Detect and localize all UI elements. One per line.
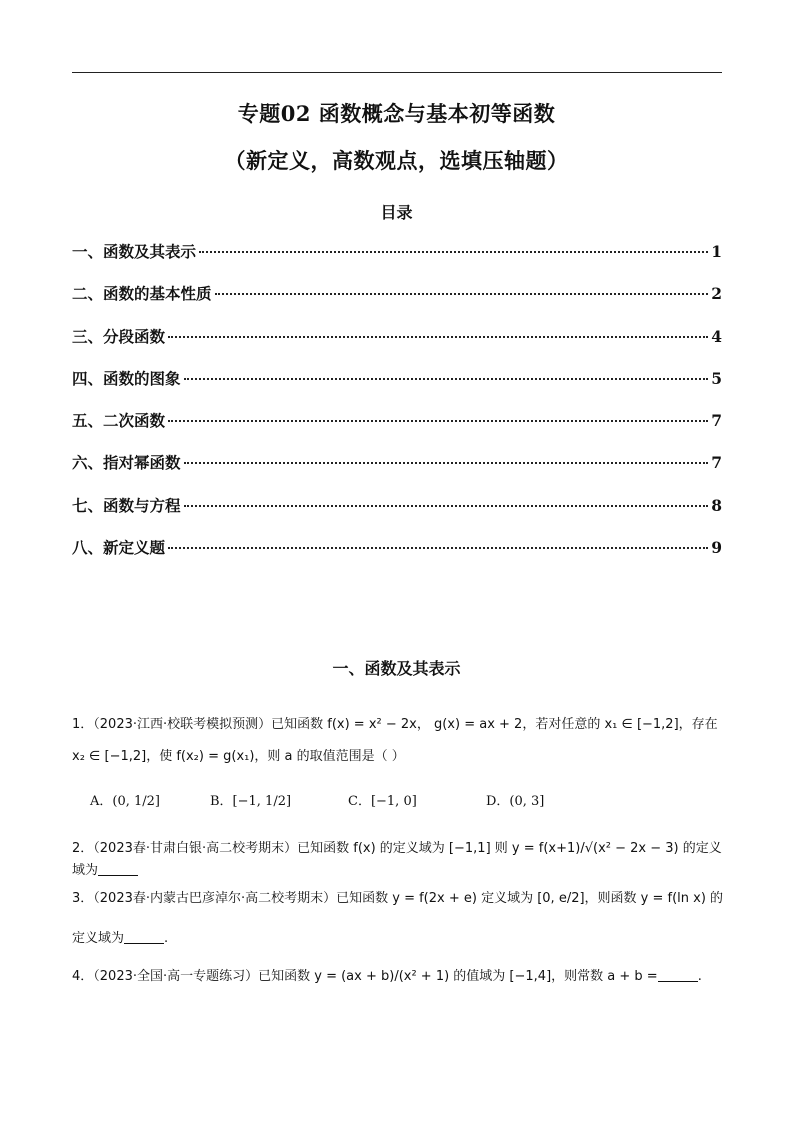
question-1-line-2: x₂ ∈ [−1,2]，使 f(x₂) = g(x₁)，则 a 的取值范围是（ ）	[72, 749, 405, 764]
table-of-contents	[72, 240, 722, 578]
toc-leader-dots	[184, 378, 709, 380]
toc-item-page: 7	[711, 411, 722, 431]
question-1-options	[90, 786, 690, 814]
question-1-line-1: 1．（2023·江西·校联考模拟预测）已知函数 f(x) = x² − 2x， g(x) = ax + 2，若对任意的 x₁ ∈ [−1,2]，存在	[72, 717, 718, 732]
toc-item[interactable]	[72, 409, 722, 451]
header-rule	[72, 72, 722, 73]
toc-item-label: 三、分段函数	[72, 326, 166, 346]
section-heading: 一、函数及其表示	[332, 659, 461, 678]
toc-item-label: 四、函数的图象	[72, 368, 181, 388]
toc-item-page: 4	[711, 326, 722, 346]
toc-leader-dots	[184, 505, 709, 507]
toc-item-page: 9	[711, 538, 722, 558]
toc-item[interactable]	[72, 451, 722, 493]
question-3-text: 定义域为	[72, 931, 125, 946]
toc-leader-dots	[184, 462, 709, 464]
toc-leader-dots	[168, 420, 708, 422]
question-2	[72, 838, 724, 882]
toc-item-label: 二、函数的基本性质	[72, 284, 212, 304]
toc-item[interactable]	[72, 494, 722, 536]
toc-item-page: 5	[711, 368, 722, 388]
toc-item-label: 六、指对幂函数	[72, 453, 181, 473]
toc-item[interactable]	[72, 325, 722, 367]
toc-item-label: 八、新定义题	[72, 538, 166, 558]
question-2-text: 2．（2023春·甘肃白银·高二校考期末）已知函数 f(x) 的定义域为 [−1,1] 则 y = f(x+1)/√(x² − 2x − 3) 的定义域为	[72, 841, 722, 878]
answer-blank[interactable]	[98, 861, 138, 876]
option-b[interactable]: B．[−1, 1/2]	[210, 794, 292, 809]
toc-item-label: 五、二次函数	[72, 411, 166, 431]
toc-item-page: 7	[711, 453, 722, 473]
toc-leader-dots	[215, 293, 709, 295]
toc-item-label: 一、函数及其表示	[72, 242, 197, 261]
toc-leader-dots	[168, 547, 708, 549]
toc-item-page: 8	[711, 495, 722, 515]
answer-blank[interactable]	[124, 929, 164, 944]
toc-item[interactable]	[72, 536, 722, 578]
toc-heading: 目录	[380, 203, 413, 222]
document-title: 专题02 函数概念与基本初等函数	[237, 101, 556, 126]
question-4: 4．（2023·全国·高一专题练习）已知函数 y = (ax + b)/(x² + 1) 的值域为 [−1,4]，则常数 a + b = .	[72, 969, 702, 984]
toc-item-page: 2	[711, 284, 722, 304]
toc-item[interactable]	[72, 367, 722, 409]
toc-item-label: 七、函数与方程	[72, 495, 181, 515]
document-subtitle: （新定义，高数观点，选填压轴题）	[224, 148, 569, 173]
question-3-line-2: 定义域为 .	[72, 931, 169, 946]
question-3-line-1: 3．（2023春·内蒙古巴彦淖尔·高二校考期末）已知函数 y = f(2x + e) 定义域为 [0, e/2]，则函数 y = f(ln x) 的	[72, 891, 724, 906]
toc-leader-dots	[199, 251, 708, 253]
toc-item-page: 1	[711, 242, 722, 261]
toc-leader-dots	[168, 336, 708, 338]
answer-blank[interactable]	[658, 967, 698, 982]
option-c[interactable]: C．[−1, 0]	[348, 794, 417, 809]
toc-item[interactable]	[72, 282, 722, 324]
option-a[interactable]: A．(0, 1/2]	[90, 794, 160, 809]
option-d[interactable]: D．(0, 3]	[486, 794, 545, 809]
question-4-text: 4．（2023·全国·高一专题练习）已知函数 y = (ax + b)/(x² + 1) 的值域为 [−1,4]，则常数 a + b =	[72, 969, 658, 984]
toc-item[interactable]	[72, 240, 722, 282]
